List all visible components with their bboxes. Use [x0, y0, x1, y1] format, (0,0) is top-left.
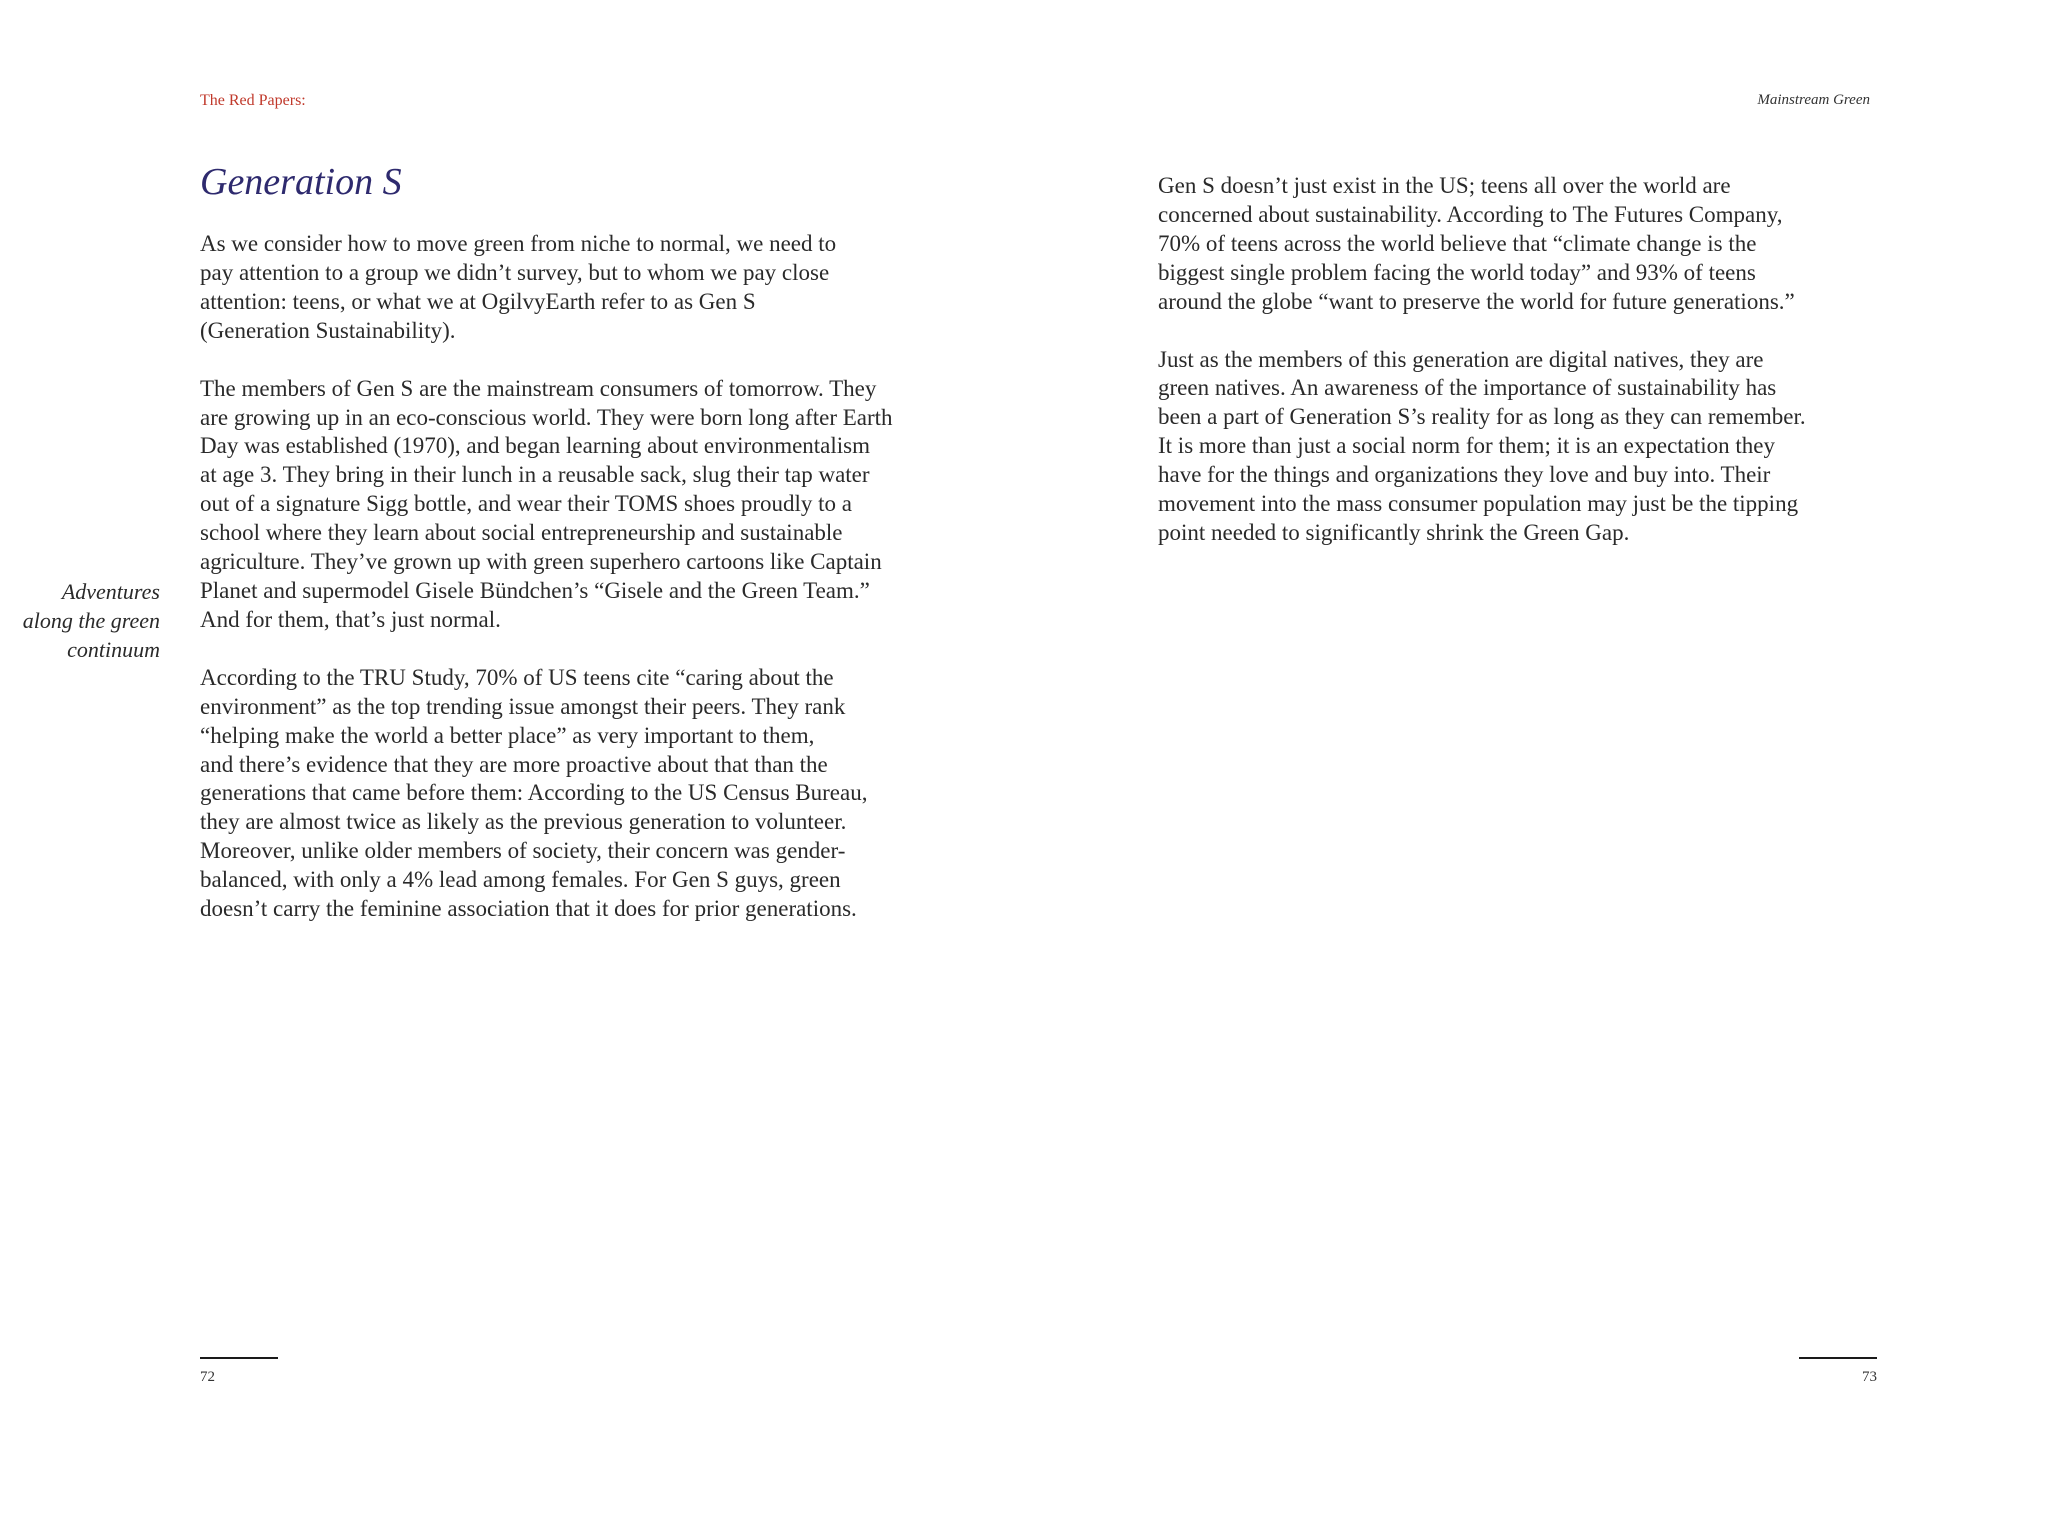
page-number-right: 73 — [1862, 1369, 1877, 1385]
body-paragraph: Gen S doesn’t just exist in the US; teens all over the world are concerned about sustainability. According to The Futures Company, 70% of teens across the world believe that “climate change is the biggest single problem facing the world today” and 93% of teens around the globe “want to preserve the world for future generations.” — [1158, 173, 1795, 314]
page-number-left: 72 — [200, 1369, 215, 1385]
margin-note: Adventures along the green continuum — [22, 579, 160, 662]
body-paragraph: As we consider how to move green from niche to normal, we need to pay attention to a group we didn’t survey, but to whom we pay close attention: teens, or what we at OgilvyEarth refer to as Gen S (Generation Sustainability). — [200, 231, 837, 343]
chapter-title: Generation S — [200, 161, 402, 203]
left-column — [200, 230, 930, 953]
running-head-left: The Red Papers: — [200, 92, 306, 109]
footer-rule-left — [200, 1357, 278, 1359]
footer-rule-right — [1799, 1357, 1877, 1359]
right-column — [1158, 172, 1883, 577]
body-paragraph: Just as the members of this generation are digital natives, they are green natives. An awareness of the importance of sustainability has been a part of Generation S’s reality for as long as they can remember. It is more than just a social norm for them; it is an expectation they have for the things and organizations they love and buy into. Their movement into the mass consumer population may just be the tipping point needed to significantly shrink the Green Gap. — [1158, 346, 1806, 545]
body-paragraph: The members of Gen S are the mainstream consumers of tomorrow. They are growing up in an eco-conscious world. They were born long after Earth Day was established (1970), and began learning about environmentalism at age 3. They bring in their lunch in a reusable sack, slug their tap water out of a signature Sigg bottle, and wear their TOMS shoes proudly to a school where they learn about social entrepreneurship and sustainable agriculture. They’ve grown up with green superhero cartoons like Captain Planet and supermodel Gisele Bündchen’s “Gisele and the Green Team.” And for them, that’s just normal. — [200, 375, 893, 632]
body-paragraph: According to the TRU Study, 70% of US teens cite “caring about the environment” as the top trending issue amongst their peers. They rank “helping make the world a better place” as very important to them, and there’s evidence that they are more proactive about that than the generations that came before them: According to the US Census Bureau, they are almost twice as likely as the previous generation to volunteer. Moreover, unlike older members of society, their concern was gender- balanced, with only a 4% lead among females. For Gen S guys, green doesn’t carry the feminine association that it does for prior generations. — [200, 664, 868, 922]
running-head-right: Mainstream Green — [1757, 92, 1870, 108]
